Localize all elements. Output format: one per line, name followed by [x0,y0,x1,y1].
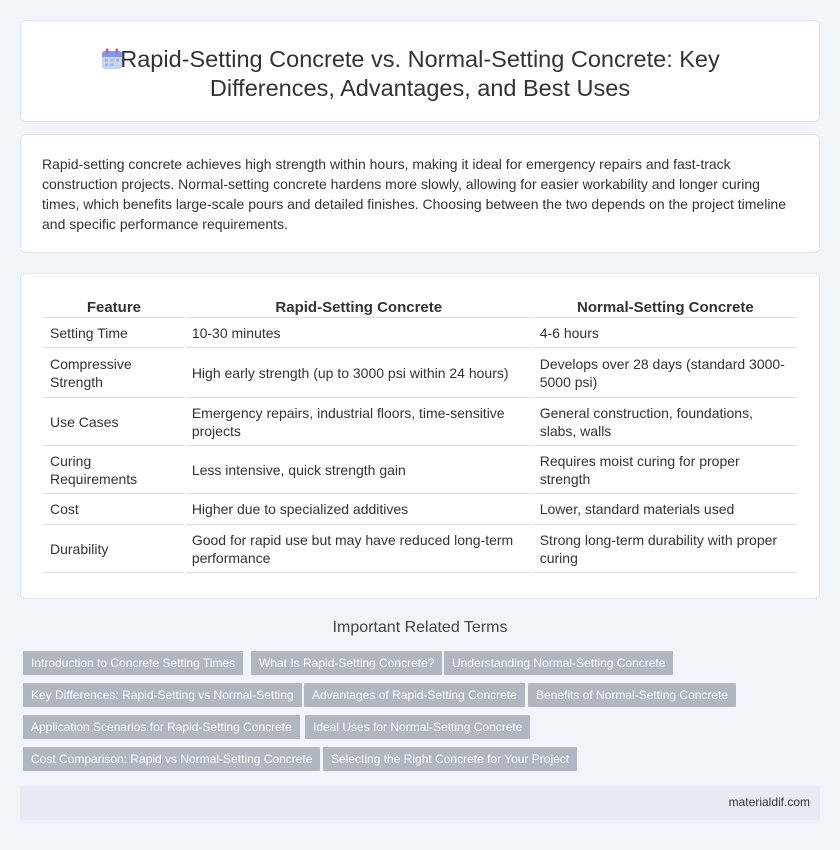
comparison-table [42,294,799,573]
table-row [44,446,797,494]
related-terms-heading: Important Related Terms [332,619,508,636]
footer [20,786,820,820]
intro-card [20,134,820,253]
related-term-link[interactable]: What Is Rapid-Setting Concrete? [251,651,442,675]
related-term-link[interactable]: Advantages of Rapid-Setting Concrete [304,683,525,707]
table-cell: Setting Time [44,318,184,348]
column-header: Feature [44,294,184,318]
table-cell: 10-30 minutes [186,318,532,348]
table-row [44,318,797,348]
related-term-link[interactable]: Application Scenarios for Rapid-Setting Concrete [23,715,300,739]
table-cell: Emergency repairs, industrial floors, time-sensitive projects [186,398,532,446]
table-row [44,398,797,446]
table-row [44,525,797,573]
table-cell: Strong long-term durability with proper curing [534,525,797,573]
table-cell: High early strength (up to 3000 psi within 24 hours) [186,348,532,398]
related-term-link[interactable]: Introduction to Concrete Setting Times [23,651,243,675]
table-cell: Curing Requirements [44,446,184,494]
table-cell: Higher due to specialized additives [186,494,532,525]
related-term-link[interactable]: Cost Comparison: Rapid vs Normal-Setting Concrete [23,747,320,771]
table-cell: General construction, foundations, slabs, walls [534,398,797,446]
table-row [44,348,797,398]
related-term-link[interactable]: Key Differences: Rapid-Setting vs Normal-Setting [23,683,302,707]
table-cell: Use Cases [44,398,184,446]
comparison-table-card [20,273,820,599]
table-cell: Cost [44,494,184,525]
related-term-link[interactable]: Benefits of Normal-Setting Concrete [528,683,736,707]
table-cell: 4-6 hours [534,318,797,348]
footer-site-link[interactable]: materialdif.com [728,795,810,809]
table-cell: Lower, standard materials used [534,494,797,525]
related-term-link[interactable]: Understanding Normal-Setting Concrete [444,651,673,675]
table-cell: Less intensive, quick strength gain [186,446,532,494]
table-row [44,494,797,525]
intro-paragraph: Rapid-setting concrete achieves high strength within hours, making it ideal for emergency repairs and fast-track construction projects. Normal-setting concrete hardens more slowly, allowing for easier workability and longer curing times, which benefits large-scale pours and detailed finishes. Choosing between the two depends on the project timeline and specific performance requirements. [42,156,786,232]
related-term-link[interactable]: Ideal Uses for Normal-Setting Concrete [305,715,530,739]
column-header: Normal-Setting Concrete [534,294,797,318]
page-title: Rapid-Setting Concrete vs. Normal-Setting Concrete: Key Differences, Advantages, and Best Uses [120,46,720,101]
column-header: Rapid-Setting Concrete [186,294,532,318]
table-header-row [44,294,797,318]
table-cell: Good for rapid use but may have reduced long-term performance [186,525,532,573]
related-term-link[interactable]: Selecting the Right Concrete for Your Project [323,747,577,771]
title-card [20,20,820,122]
table-cell: Requires moist curing for proper strength [534,446,797,494]
table-cell: Compressive Strength [44,348,184,398]
table-cell: Durability [44,525,184,573]
table-cell: Develops over 28 days (standard 3000-5000 psi) [534,348,797,398]
